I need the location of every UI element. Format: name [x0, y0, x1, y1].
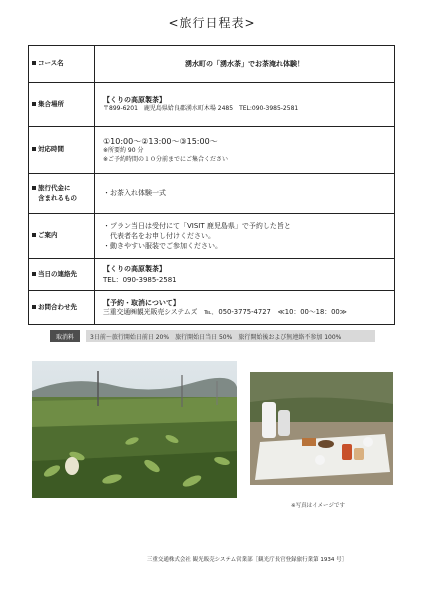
guide-label-cell	[29, 214, 95, 259]
bullet-icon	[32, 272, 36, 276]
included-label-1: 旅行代金に	[38, 183, 71, 192]
inquiry-label: お問合わせ先	[38, 302, 77, 311]
row-contact	[29, 259, 395, 291]
course-name: 湧水町の「湧水茶」でお茶淹れ体験！	[95, 46, 395, 83]
time-label: 対応時間	[38, 145, 64, 154]
inquiry-cell	[95, 291, 395, 325]
contact-cell	[95, 259, 395, 291]
included-label-cell	[29, 174, 95, 214]
row-inquiry	[29, 291, 395, 325]
contact-company: 【くりの高原製茶】	[103, 265, 166, 274]
meeting-company: 【くりの高原製茶】	[103, 96, 166, 105]
inquiry-value: 三重交通㈱観光販売システムズ ℡．050-3775-4727 ≪10：00～18：00≫	[103, 307, 347, 316]
cancellation-text: 3日前～旅行開始日前日 20% 旅行開始日当日 50% 旅行開始後および無連絡不参加 100%	[86, 330, 375, 342]
guide-cell	[95, 214, 395, 259]
contact-label-cell	[29, 259, 95, 291]
guide-line-2: 代表者名をお申し付けください。	[103, 231, 215, 240]
bullet-icon	[32, 233, 36, 237]
time-duration: ※所要約 90 分	[103, 147, 144, 155]
course-label: コース名	[38, 59, 64, 68]
bullet-icon	[32, 147, 36, 151]
meeting-address: 〒899-6201 鹿児島県姶良郡湧水町木場 2485 TEL:090-3985-2581	[103, 105, 299, 113]
footer-company: 三重交通株式会社 観光販売システム営業部［観光庁長官登録旅行業第 1934 号］	[146, 557, 348, 563]
row-time	[29, 127, 395, 174]
time-slots: ①10:00～②13:00～③15:00～	[103, 136, 218, 146]
meeting-label: 集合場所	[38, 99, 64, 108]
meeting-label-cell	[29, 83, 95, 127]
inquiry-label-cell	[29, 291, 95, 325]
row-included	[29, 174, 395, 214]
row-guide	[29, 214, 395, 259]
row-course	[29, 46, 395, 83]
itinerary-table	[28, 45, 395, 325]
course-label-cell	[29, 46, 95, 83]
bullet-icon	[32, 305, 36, 309]
included-value: ・お茶入れ体験一式	[95, 174, 395, 214]
bullet-icon	[32, 102, 36, 106]
photo-note: ※写真はイメージです	[291, 503, 345, 509]
contact-label: 当日の連絡先	[38, 269, 77, 278]
time-note: ※ご予約時間の１０分前までにご集合ください	[103, 155, 229, 163]
row-meeting	[29, 83, 395, 127]
meeting-cell	[95, 83, 395, 127]
guide-line-3: ・動きやすい服装でご参加ください。	[103, 242, 222, 251]
time-label-cell	[29, 127, 95, 174]
page-title: <旅行日程表>	[168, 16, 256, 30]
inquiry-heading: 【予約・取消について】	[103, 298, 180, 307]
tea-field-photo	[32, 361, 237, 498]
bullet-icon	[32, 61, 36, 65]
contact-tel: TEL：090-3985-2581	[103, 275, 177, 284]
time-cell	[95, 127, 395, 174]
guide-label: ご案内	[38, 231, 58, 240]
included-label-2: 含まれるもの	[38, 193, 77, 202]
guide-line-1: ・プラン当日は受付にて「VISIT 鹿児島県」で予約した旨と	[103, 221, 291, 230]
bullet-icon	[32, 186, 36, 190]
cancellation-label: 取消料	[50, 330, 80, 342]
tea-experience-photo	[250, 372, 393, 485]
cancellation-bar	[50, 330, 375, 342]
